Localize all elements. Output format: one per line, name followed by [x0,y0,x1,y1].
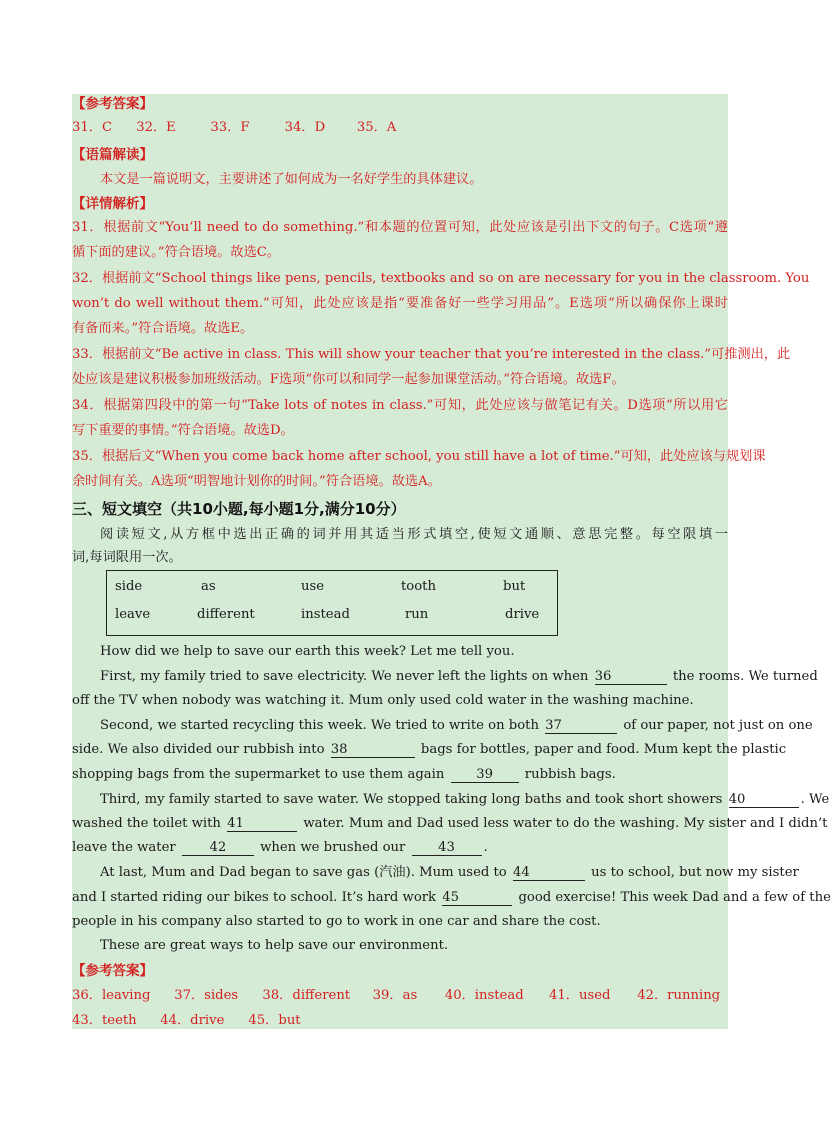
word: leave [115,607,151,622]
instructions-line: 词,每词限用一次。 [72,550,182,565]
blank-37: 37 [545,718,617,734]
detail-line: 有备而来。”符合语境。故选E。 [72,321,254,336]
passage-line: How did we help to save our earth this week? Let me tell you. [100,644,515,659]
answer-35: 35．A [356,120,397,135]
passage-text: Second, we started recycling this week. We tried to write on both [100,718,539,733]
answer-41: 41．used [549,988,611,1003]
answer-45: 45．but [248,1013,301,1028]
passage-text: shopping bags from the supermarket to use them again [72,767,445,782]
blank-40: 40 [729,792,799,808]
answer-43: 43．teeth [72,1013,137,1028]
passage-text: First, my family tried to save electricity. We never left the lights on when [100,669,589,684]
passage-text: water. Mum and Dad used less water to do the washing. My sister and I didn’t [303,816,828,831]
detail-line: won’t do well without them.”可知，此处应该是指“要准备好一些学习用品”。E选项“所以确保你上课时 [72,296,728,311]
passage-analysis: 本文是一篇说明文，主要讲述了如何成为一名好学生的具体建议。 [100,172,483,187]
answer-37: 37．sides [174,988,239,1003]
instructions-line: 阅读短文,从方框中选出正确的词并用其适当形式填空,使短文通顺、意思完整。每空限填一 [100,527,728,542]
blank-45: 45 [442,890,512,906]
word: side [115,579,143,594]
passage-text: good exercise! This week Dad and a few of the [518,890,831,905]
passage-text: side. We also divided our rubbish into [72,742,325,757]
detail-line: 33．根据前文“Be active in class. This will show your teacher that you’re interested in the class.”可推测出，此 [72,347,791,362]
passage-text: Third, my family started to save water. We stopped taking long baths and took short showers [100,792,723,807]
answer-44: 44．drive [160,1013,225,1028]
blank-42: 42 [182,840,254,856]
answers-43-45 [72,1012,728,1030]
blank-36: 36 [595,669,667,685]
passage-text: leave the water [72,840,176,855]
detail-line: 余时间有关。A选项“明智地计划你的时间。”符合语境。故选A。 [72,474,441,489]
passage-line: off the TV when nobody was watching it. Mum only used cold water in the washing machine. [72,693,694,708]
passage-text: washed the toilet with [72,816,221,831]
passage-text: of our paper, not just on one [623,718,813,733]
word: instead [301,607,350,622]
passage-text: bags for bottles, paper and food. Mum kept the plastic [420,742,787,757]
detail-line: 写下重要的事情。”符合语境。故选D。 [72,423,294,438]
answer-31: 31．C [72,120,113,135]
passage-text: At last, Mum and Dad began to save gas (汽油). Mum used to [100,865,507,880]
passage-text: the rooms. We turned [672,669,818,684]
word: different [197,607,255,622]
answer-42: 42．running [637,988,721,1003]
word: tooth [401,579,436,594]
passage-text: and I started riding our bikes to school. It’s hard work [72,890,437,905]
passage-text: when we brushed our [260,840,406,855]
passage-text: us to school, but now my sister [591,865,799,880]
passage-text: . [483,840,488,855]
passage-line [72,717,813,735]
passage-line [72,889,831,907]
detail-line: 34．根据第四段中的第一句“Take lots of notes in class.”可知，此处应该与做笔记有关。D选项“所以用它 [72,398,728,413]
reference-answer-label: 【参考答案】 [72,963,153,979]
detail-line: 循下面的建议。”符合语境。故选C。 [72,245,281,260]
blank-39: 39 [451,767,519,783]
detail-line: 35．根据后文“When you come back home after school, you still have a lot of time.”可知，此处应该与规划课 [72,449,766,464]
answers-36-42 [72,987,728,1005]
reference-answer-label: 【参考答案】 [72,96,153,112]
answer-34: 34．D [284,120,326,135]
answer-32: 32．E [136,120,176,135]
blank-43: 43 [412,840,482,856]
detail-line: 32．根据前文“School things like pens, pencils, textbooks and so on are necessary for you in the classroom. You [72,271,810,286]
answer-39: 39．as [372,988,418,1003]
detail-analysis-label: 【详情解析】 [72,196,153,212]
passage-line [72,839,728,857]
passage-line [72,668,818,686]
answer-40: 40．instead [444,988,524,1003]
passage-analysis-label: 【语篇解读】 [72,147,153,163]
passage-line: people in his company also started to go to work in one car and share the cost. [72,914,601,929]
word: run [405,607,429,622]
answers-31-35 [72,119,728,137]
passage-line [72,815,828,833]
blank-44: 44 [513,865,585,881]
word: drive [505,607,540,622]
word: use [301,579,325,594]
word: as [201,579,216,594]
detail-line: 31．根据前文“You’ll need to do something.”和本题的位置可知，此处应该是引出下文的句子。C选项“遵 [72,220,728,235]
blank-38: 38 [331,742,415,758]
passage-line: These are great ways to help save our environment. [100,938,449,953]
passage-line [72,766,728,784]
answer-38: 38．different [262,988,351,1003]
passage-line [72,864,799,882]
answer-36: 36．leaving [72,988,151,1003]
word: but [503,579,526,594]
section-title: 三、短文填空（共10小题,每小题1分,满分10分） [72,500,406,518]
blank-41: 41 [227,816,297,832]
word-box [106,570,558,636]
passage-line [72,791,830,809]
passage-line [72,741,787,759]
answer-33: 33．F [210,120,250,135]
detail-line: 处应该是建议积极参加班级活动。F选项“你可以和同学一起参加课堂活动。”符合语境。故选F。 [72,372,625,387]
passage-text: rubbish bags. [524,767,616,782]
passage-text: . We [800,792,830,807]
